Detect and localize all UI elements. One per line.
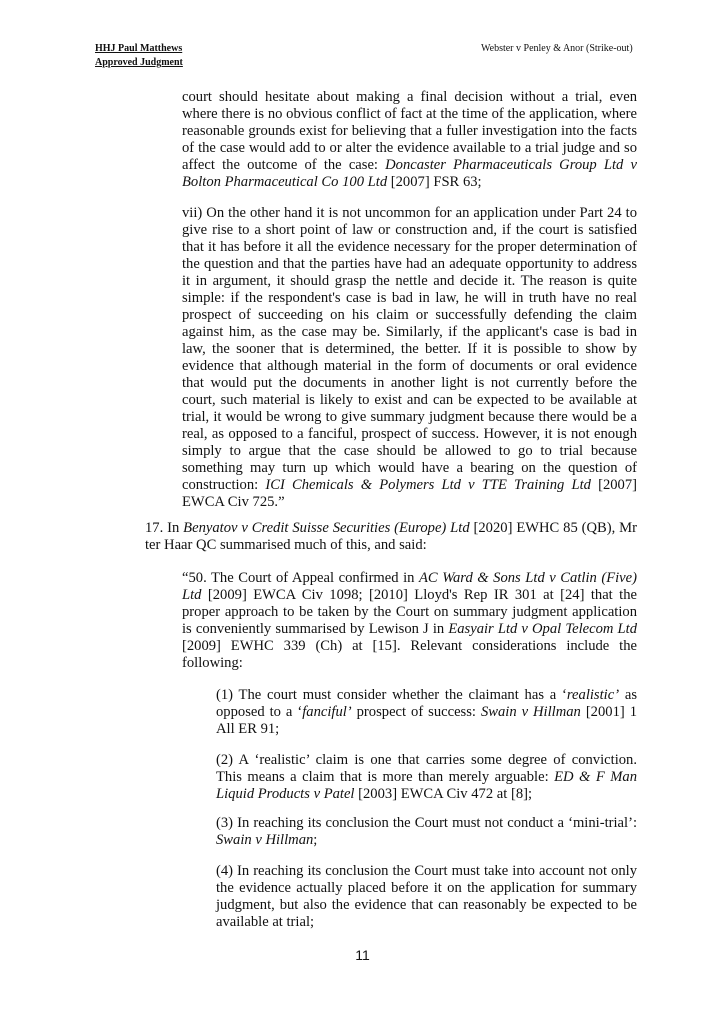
text-run: prospect of success: [351, 704, 481, 720]
case-citation: Swain v Hillman [216, 832, 314, 848]
text-run: “50. The Court of Appeal confirmed in [182, 570, 419, 586]
text-run: court should hesitate about making a final decision without a trial, even where there is no obvious conflict of fact at the time of the application, where reasonable grounds exist for believing that a fuller investigation into the facts of the case would add to or alter the evidence available to a trial judge and so affect the outcome of the case: [182, 89, 637, 173]
approved-judgment-label: Approved Judgment [95, 57, 183, 68]
paragraph-17 [145, 520, 637, 554]
paragraph-consideration-3 [216, 815, 637, 849]
judge-name: HHJ Paul Matthews [95, 43, 183, 54]
case-citation: fanciful’ [302, 704, 352, 720]
case-citation: Benyatov v Credit Suisse Securities (Europe) Ltd [183, 520, 470, 536]
paragraph-consideration-1 [216, 687, 637, 738]
case-citation: ICI Chemicals & Polymers Ltd v TTE Training Ltd [265, 477, 591, 493]
case-citation: realistic’ [566, 687, 620, 703]
case-citation: ED & F Man Liquid Products v Patel [216, 769, 637, 802]
text-run: ; [313, 832, 318, 848]
text-run: 17. In [145, 520, 184, 536]
text-run: (1) The court must consider whether the claimant has a ‘ [216, 687, 567, 703]
paragraph-court-hesitate [182, 89, 637, 191]
paragraph-vii [182, 205, 637, 511]
text-run: (4) In reaching its conclusion the Court must take into account not only the evidence actually placed before it on the application for summary judgment, but also the evidence that can reasonably be expected to be available at trial; [216, 863, 637, 930]
paragraph-50 [182, 570, 637, 672]
text-run: vii) On the other hand it is not uncommon for an application under Part 24 to give rise to a short point of law or construction and, if the court is satisfied that it has before it all the evidence necessary for the proper determination of the question and that the parties have had an adequate opportunity to address it in argument, it should grasp the nettle and decide it. The reason is quite simple: if the respondent's case is bad in law, he will in truth have no real prospect of succeeding on his claim or successfully defending the claim against him, as the case may be. Similarly, if the applicant's case is bad in law, the sooner that is determined, the better. If it is possible to show by evidence that although material in the form of documents or oral evidence that would put the documents in another light is not currently before the court, such material is likely to exist and can be expected to be available at trial, it would be wrong to give summary judgment because there would be a real, as opposed to a fanciful, prospect of success. However, it is not enough simply to argue that the case should be allowed to go to trial because something may turn up which would have a bearing on the question of construction: [182, 205, 637, 493]
case-citation: Swain v Hillman [480, 704, 581, 720]
paragraph-consideration-4 [216, 863, 637, 931]
case-citation: Doncaster Pharmaceuticals Group Ltd v Bolton Pharmaceutical Co 100 Ltd [182, 157, 637, 190]
case-citation: Easyair Ltd v Opal Telecom Ltd [448, 621, 637, 637]
header-left [95, 42, 183, 70]
text-run: [2020] EWHC 85 (QB), Mr ter Haar QC summarised much of this, and said: [145, 520, 637, 553]
text-run: [2007] EWCA Civ 725.” [182, 477, 637, 510]
page-number: 11 [355, 947, 370, 963]
text-run: (2) A ‘realistic’ claim is one that carries some degree of conviction. This means a claim that is more than merely arguable: [216, 752, 637, 785]
text-run: [2009] EWCA Civ 1098; [2010] Lloyd's Rep IR 301 at [24] that the proper approach to be taken by the Court on summary judgment application is conveniently summarised by Lewison J in [182, 587, 637, 637]
text-run: [2009] EWHC 339 (Ch) at [15]. Relevant considerations include the following: [182, 638, 637, 671]
text-run: [2007] FSR 63; [387, 174, 482, 190]
text-run: as opposed to a ‘ [216, 687, 637, 720]
text-run: [2001] 1 All ER 91; [216, 704, 637, 737]
case-title: Webster v Penley & Anor (Strike-out) [481, 43, 633, 54]
text-run: [2003] EWCA Civ 472 at [8]; [354, 786, 533, 802]
text-run: (3) In reaching its conclusion the Court must not conduct a ‘mini-trial’: [216, 815, 637, 831]
paragraph-consideration-2 [216, 752, 637, 803]
case-citation: AC Ward & Sons Ltd v Catlin (Five) Ltd [182, 570, 637, 603]
